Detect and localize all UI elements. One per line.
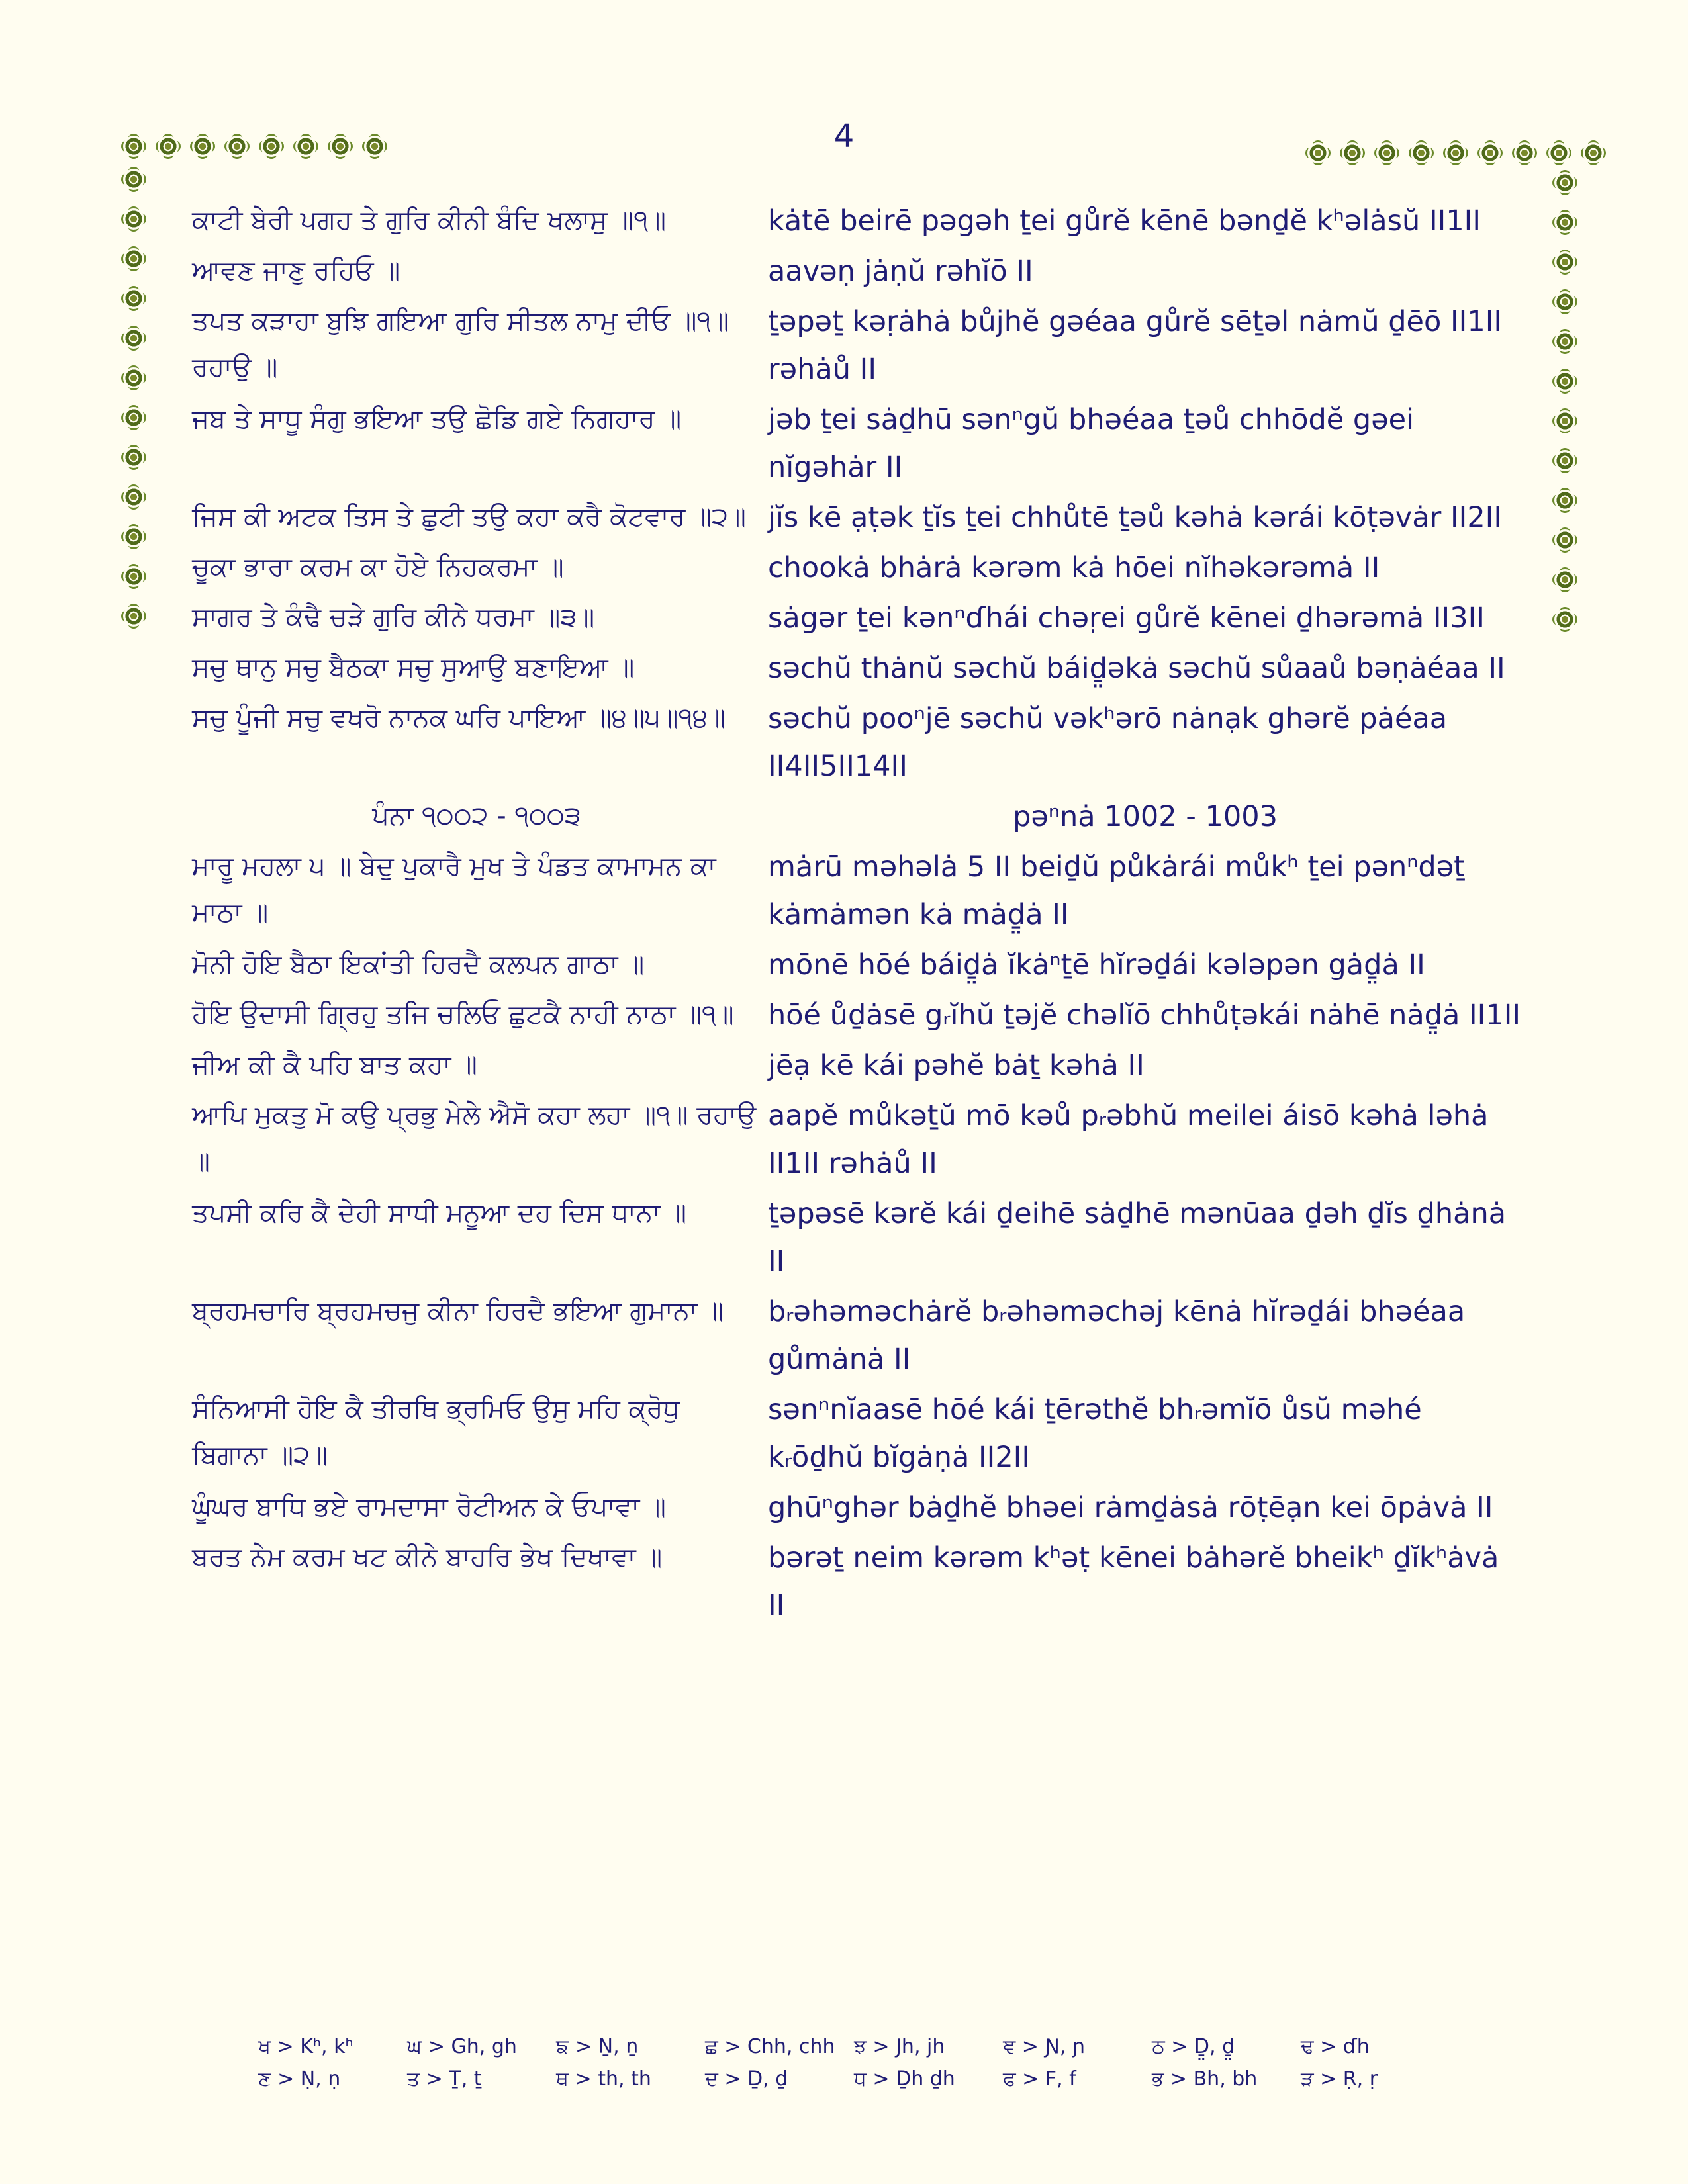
flower-icon [1554,331,1575,352]
flower-icon [1307,142,1329,163]
legend-item: ਛ > Chh, chh [705,2035,835,2058]
flower-icon [1479,142,1501,163]
gurmukhi-text: ਮਾਰੂ ਮਹਲਾ ੫ ॥ ਬੇਦੁ ਪੁਕਾਰੈ ਮੁਖ ਤੇ ਪੰਡਤ ਕਾਮਾਮਨ ਕਾ ਮਾਠਾ ॥ [192,851,716,928]
flower-icon [1411,142,1432,163]
transliteration-text: jĭs kē ạṭək ṯĭs ṯei chhůtē ṯəů kəhȧ kərái kōṭəvȧr II2II [768,501,1503,534]
page-number: 4 [833,118,855,155]
flower-icon [1554,212,1575,233]
flower-icon [1445,142,1466,163]
legend-item: ੜ > Ṛ, ṛ [1301,2068,1378,2091]
verse-row [192,1092,1523,1187]
transliteration-text: ṯəpəṯ kəṛȧhȧ bůjhĕ gəéaa gůrĕ sēṯəl nȧmŭ ḏēō II1II rəhȧů II [768,305,1503,386]
legend-item: ਫ > F, f [1003,2068,1076,2091]
legend-item: ਙ > Ṉ, ṉ [556,2035,639,2058]
verse-row [192,941,1523,989]
gurmukhi-text: ਸੰਨਿਆਸੀ ਹੋਇ ਕੈ ਤੀਰਥਿ ਭ੍ਰਮਿਓ ਉਸੁ ਮਹਿ ਕ੍ਰੋਧੁ ਬਿਗਾਨਾ ॥੨॥ [192,1394,680,1471]
transliteration-legend [258,2035,1450,2091]
flower-icon [1342,142,1363,163]
legend-item: ਞ > Ɲ, ɲ [1003,2035,1086,2058]
verse-row [192,197,1523,245]
gurmukhi-text: ਮੋਨੀ ਹੋਇ ਬੈਠਾ ਇਕਾਂਤੀ ਹਿਰਦੈ ਕਲਪਨ ਗਾਠਾ ॥ [192,949,645,979]
gurmukhi-text: ਸਾਗਰ ਤੇ ਕੰਢੈ ਚੜੇ ਗੁਰਿ ਕੀਨੇ ਧਰਮਾ ॥੩॥ [192,602,595,633]
verse-row [192,494,1523,541]
transliteration-text: mōnē hōé báiḏ̤ȧ ĭkȧⁿṯē hĭrəḏái kələpən gȧḏ̤ȧ II [768,948,1425,981]
legend-item: ਘ > Gh, gh [407,2035,517,2058]
flower-icon [1554,371,1575,392]
verse-row [192,544,1523,592]
gurmukhi-text: ਚੂਕਾ ਭਾਰਾ ਕਰਮ ਕਾ ਹੋਏ ਨਿਹਕਰਮਾ ॥ [192,552,564,582]
verse-row [192,1190,1523,1285]
verse-row [192,843,1523,938]
flower-icon [123,407,144,428]
transliteration-text: bərəṯ neim kərəm kʰəṭ kēnei bȧhərĕ bheikʰ ḏĭkʰȧvȧ II [768,1541,1499,1622]
flower-icon [1554,172,1575,193]
verse-row [192,248,1523,295]
legend-item: ਖ > Kʰ, kʰ [258,2035,353,2058]
flower-icon [1376,142,1397,163]
transliteration-text: səchŭ pooⁿjē səchŭ vəkʰərō nȧnạk ghərĕ pȧéaa II4II5II14II [768,702,1448,783]
flower-icon [1554,291,1575,312]
gurmukhi-text: ਬ੍ਰਹਮਚਾਰਿ ਬ੍ਰਹਮਚਜੁ ਕੀਨਾ ਹਿਰਦੈ ਭਇਆ ਗੁਮਾਨਾ ॥ [192,1296,724,1326]
flower-border-right [1554,172,1575,630]
transliteration-text: aapĕ můkəṯŭ mō kəů pᵣəbhŭ meilei áisō kəhȧ ləhȧ II1II rəhȧů II [768,1099,1489,1180]
flower-icon [1554,529,1575,551]
flower-icon [123,486,144,508]
flower-icon [158,136,179,157]
flower-icon [123,288,144,309]
verse-row [192,645,1523,692]
transliteration-text: ghūⁿghər bȧḏhĕ bhəei rȧmḏȧsȧ rōṭēạn kei ōpȧvȧ II [768,1491,1493,1524]
transliteration-text: kȧtē beirē pəgəh ṯei gůrĕ kēnē bənḏĕ kʰəlȧsŭ II1II [768,205,1481,238]
flower-icon [330,136,351,157]
verse-row [192,396,1523,491]
flower-icon [295,136,316,157]
gurmukhi-text: ਜੀਅ ਕੀ ਕੈ ਪਹਿ ਬਾਤ ਕਹਾ ॥ [192,1050,477,1080]
gurmukhi-text: ਕਾਟੀ ਬੇਰੀ ਪਗਹ ਤੇ ਗੁਰਿ ਕੀਨੀ ਬੰਦਿ ਖਲਾਸੁ ॥੧॥ [192,205,667,236]
legend-item: ਣ > Ṇ, ṇ [258,2068,341,2091]
legend-item: ਥ > th, th [556,2068,651,2091]
gurmukhi-text: ਜਬ ਤੇ ਸਾਧੂ ਸੰਗੁ ਭਇਆ ਤਉ ਛੋਡਿ ਗਏ ਨਿਗਹਾਰ ॥ [192,404,682,434]
flower-icon [123,447,144,468]
gurmukhi-text: ਆਵਣ ਜਾਣੁ ਰਹਿਓ ॥ [192,255,400,286]
flower-icon [123,169,144,190]
transliteration-text: hōé ůḏȧsē gᵣĭhŭ ṯəjĕ chəlĭō chhůṭəkái nȧhē nȧḏ̤ȧ II1II [768,999,1521,1032]
transliteration-text: jēạ kē kái pəhĕ bȧṯ kəhȧ II [768,1049,1145,1082]
transliteration-text: sənⁿnĭaasē hōé kái ṯērəthĕ bhᵣəmĭō ůsŭ məhé kᵣōḏhŭ bĭgȧṇȧ II2II [768,1393,1422,1474]
transliteration-text: chookȧ bhȧrȧ kərəm kȧ hōei nĭhəkərəmȧ II [768,551,1380,584]
flower-icon [123,566,144,587]
gurmukhi-text: ਤਪਤ ਕੜਾਹਾ ਬੁਝਿ ਗਇਆ ਗੁਰਿ ਸੀਤਲ ਨਾਮੁ ਦੀਓ ॥੧॥ ਰਹਾਉ ॥ [192,306,729,383]
verse-row [192,991,1523,1039]
verse-row [192,1042,1523,1089]
verse-row [192,298,1523,393]
gurmukhi-text: ਸਚੁ ਪੂੰਜੀ ਸਚੁ ਵਖਰੋ ਨਾਨਕ ਘਰਿ ਪਾਇਆ ॥੪॥੫॥੧੪॥ [192,703,726,733]
flower-icon [123,606,144,627]
verse-row [192,1288,1523,1383]
verse-row [192,1386,1523,1481]
legend-item: ਦ > Ḏ, ḏ [705,2068,788,2091]
verse-row [192,594,1523,642]
transliteration-text: sȧgər ṯei kənⁿɗhái chəṛei gůrĕ kēnei ḏhərəmȧ II3II [768,602,1485,635]
legend-item: ਤ > Ṯ, ṯ [407,2068,482,2091]
flower-icon [1554,609,1575,630]
flower-icon [226,136,248,157]
flower-icon [1548,142,1570,163]
legend-item: ਢ > ɗh [1301,2035,1370,2058]
transliteration-text: bᵣəhəməchȧrĕ bᵣəhəməchəj kēnȧ hĭrəḏái bhəéaa gůmȧnȧ II [768,1295,1466,1376]
verse-row [192,1484,1523,1531]
transliteration-text: jəb ṯei sȧḏhū sənⁿgŭ bhəéaa ṯəů chhōdĕ gəei nĭgəhȧr II [768,403,1415,484]
transliteration-text: mȧrū məhəlȧ 5 II beiḏŭ půkȧrái můkʰ ṯei pənⁿdəṯ kȧmȧmən kȧ mȧḏ̤ȧ II [768,850,1466,931]
transliteration-text: ṯəpəsē kərĕ kái ḏeihē sȧḏhē mənūaa ḏəh ḏĭs ḏhȧnȧ II [768,1197,1507,1278]
flower-icon [261,136,282,157]
legend-item: ਠ > Ḏ̤, ḏ̤ [1152,2035,1235,2058]
flower-icon [1554,569,1575,590]
gurmukhi-text: ਹੋਇ ਉਦਾਸੀ ਗ੍ਰਿਹੁ ਤਜਿ ਚਲਿਓ ਛੁਟਕੈ ਨਾਹੀ ਨਾਠਾ ॥੧॥ [192,999,734,1030]
gurmukhi-text: ਬਰਤ ਨੇਮ ਕਰਮ ਖਟ ਕੀਨੇ ਬਾਹਰਿ ਭੇਖ ਦਿਖਾਵਾ ॥ [192,1542,663,1572]
flower-icon [123,208,144,230]
transliteration-text: aavəṇ jȧṇŭ rəhĭō II [768,255,1033,288]
flower-icon [1583,142,1604,163]
flower-border-left [123,169,144,627]
gurmukhi-text: ਘੂੰਘਰ ਬਾਧਿ ਭਏ ਰਾਮਦਾਸਾ ਰੋਟੀਅਨ ਕੇ ਓਪਾਵਾ ॥ [192,1492,666,1522]
legend-item: ਭ > Bh, bh [1152,2068,1258,2091]
verse-row [192,695,1523,790]
page-reference-gurmukhi: ਪੰਨਾ ੧੦੦੨ - ੧੦੦੩ [372,801,581,831]
flower-icon [123,367,144,388]
flower-icon [123,526,144,547]
flower-border-top-right [1307,142,1604,163]
verse-row [192,1534,1523,1629]
flower-icon [123,328,144,349]
transliteration-text: səchŭ thȧnŭ səchŭ báiḏ̤əkȧ səchŭ sůaaů bəṇȧéaa II [768,652,1505,685]
flower-icon [192,136,213,157]
gurmukhi-text: ਆਪਿ ਮੁਕਤੁ ਮੋ ਕਉ ਪ੍ਰਭੁ ਮੇਲੇ ਐਸੋ ਕਹਾ ਲਹਾ ॥੧॥ ਰਹਾਉ ॥ [192,1100,757,1177]
gurmukhi-text: ਜਿਸ ਕੀ ਅਟਕ ਤਿਸ ਤੇ ਛੁਟੀ ਤਉ ਕਹਾ ਕਰੈ ਕੋਟਵਾਰ ॥੨॥ [192,502,746,532]
flower-icon [1514,142,1535,163]
flower-icon [1554,251,1575,273]
flower-icon [1554,410,1575,432]
flower-icon [1554,490,1575,511]
flower-icon [123,248,144,269]
page-reference-row [192,793,1523,841]
gurmukhi-text: ਤਪਸੀ ਕਰਿ ਕੈ ਦੇਹੀ ਸਾਧੀ ਮਨੂਆ ਦਹ ਦਿਸ ਧਾਨਾ ॥ [192,1198,687,1228]
page-reference-translit: pəⁿnȧ 1002 - 1003 [1013,800,1278,833]
legend-item: ਧ > Ḏh ḏh [854,2068,955,2091]
flower-icon [1554,450,1575,471]
gurmukhi-text: ਸਚੁ ਥਾਨੁ ਸਚੁ ਬੈਠਕਾ ਸਚੁ ਸੁਆਉ ਬਣਾਇਆ ॥ [192,653,635,683]
verse-list [192,197,1523,1632]
legend-item: ਝ > Jh, jh [854,2035,945,2058]
flower-border-top-left [123,136,385,157]
flower-icon [123,136,144,157]
flower-icon [364,136,385,157]
